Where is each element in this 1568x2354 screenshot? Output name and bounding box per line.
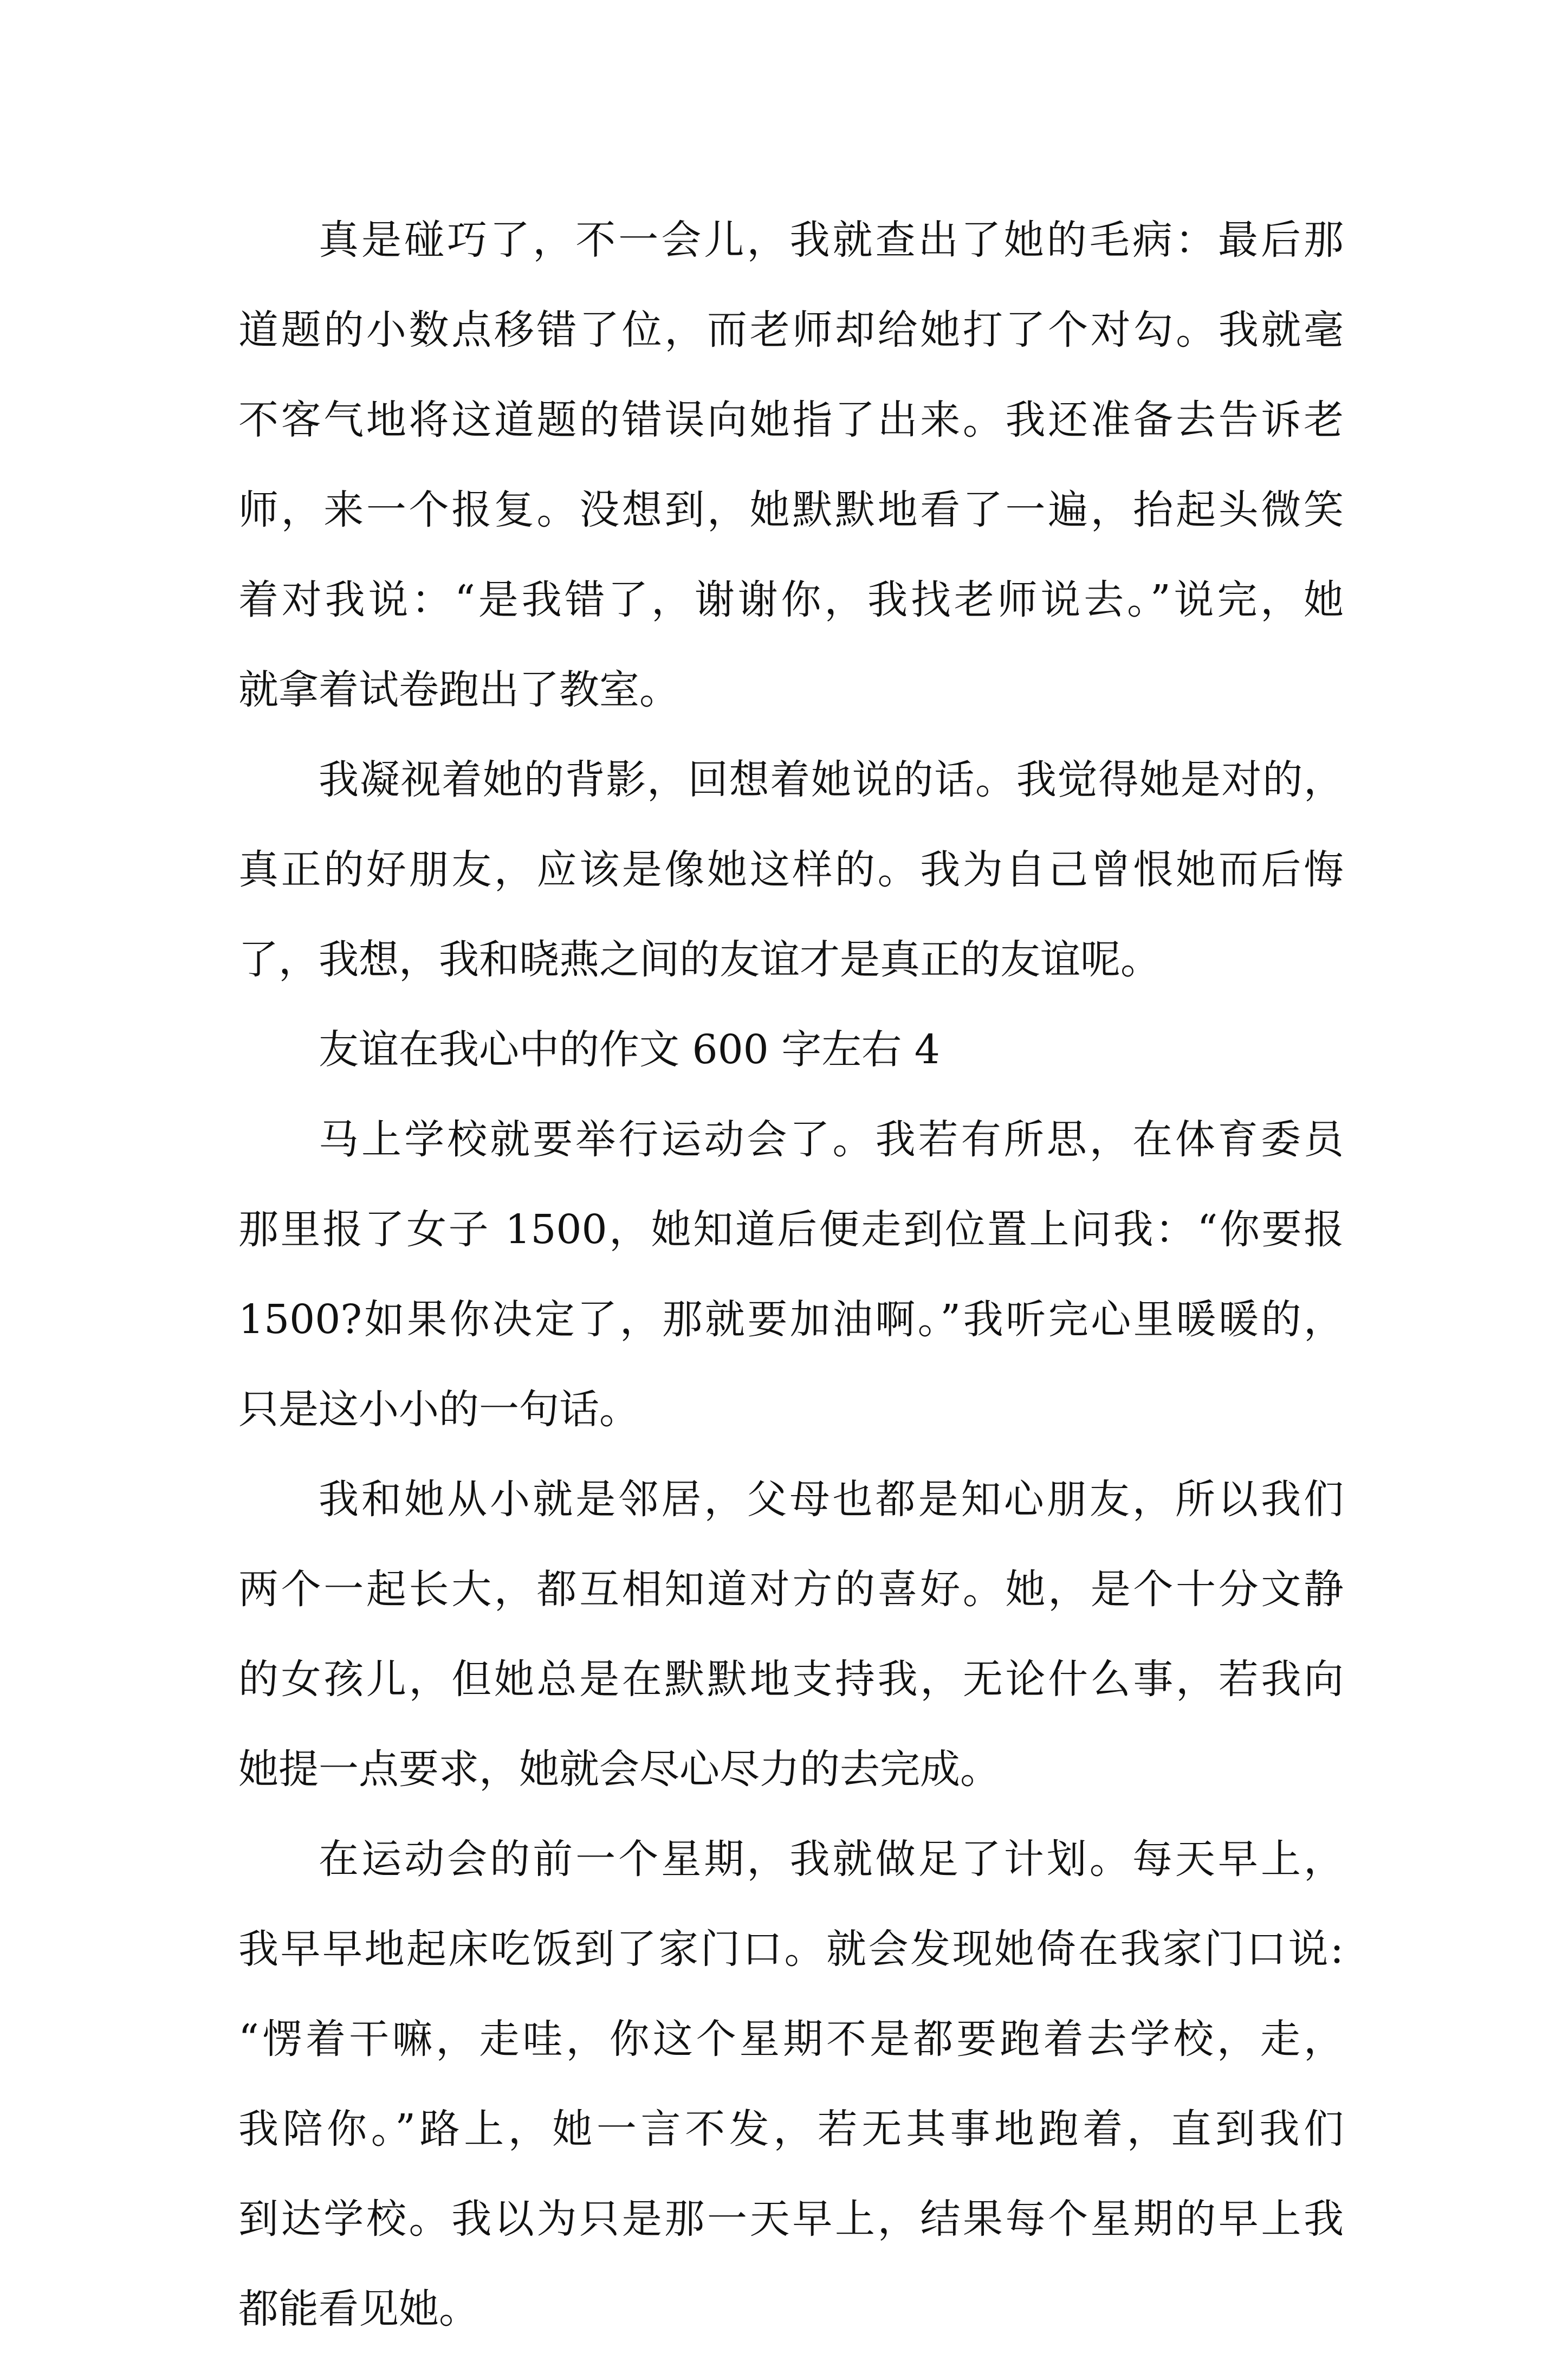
text-line: 只是这小小的一句话。 xyxy=(238,1386,639,1433)
text-line: “愣着干嘛，走哇，你这个星期不是都要跑着去学校，走， xyxy=(238,2016,1344,2062)
text-line: 我和她从小就是邻居，父母也都是知心朋友，所以我们 xyxy=(319,1476,1344,1523)
text-line: 着对我说：“是我错了，谢谢你，我找老师说去。”说完，她 xyxy=(238,577,1344,623)
text-line: 在运动会的前一个星期，我就做足了计划。每天早上， xyxy=(319,1836,1344,1883)
heading-text: 友谊在我心中的作文 600 字左右 4 xyxy=(319,1026,940,1073)
document-body xyxy=(238,195,1344,2354)
text-line: 师，来一个报复。没想到，她默默地看了一遍，抬起头微笑 xyxy=(238,487,1344,533)
text-line: 我陪你。”路上，她一言不发，若无其事地跑着，直到我们 xyxy=(238,2106,1344,2152)
text-line: 了，我想，我和晓燕之间的友谊才是真正的友谊呢。 xyxy=(238,936,1161,983)
text-line: 都能看见她。 xyxy=(238,2286,479,2332)
text-line: 她提一点要求，她就会尽心尽力的去完成。 xyxy=(238,1746,1000,1793)
text-line: 真是碰巧了，不一会儿，我就查出了她的毛病：最后那 xyxy=(319,217,1344,263)
text-line: 到达学校。我以为只是那一天早上，结果每个星期的早上我 xyxy=(238,2196,1344,2242)
text-line: 两个一起长大，都互相知道对方的喜好。她，是个十分文静 xyxy=(238,1566,1344,1613)
paragraph-4 xyxy=(238,1454,1344,1814)
text-line: 马上学校就要举行运动会了。我若有所思，在体育委员 xyxy=(319,1116,1344,1163)
paragraph-5 xyxy=(238,1814,1344,2354)
paragraph-2 xyxy=(238,735,1344,1005)
text-line: 不客气地将这道题的错误向她指了出来。我还准备去告诉老 xyxy=(238,397,1344,443)
text-line: 我凝视着她的背影，回想着她说的话。我觉得她是对的， xyxy=(319,756,1344,803)
text-line: 的女孩儿，但她总是在默默地支持我，无论什么事，若我向 xyxy=(238,1656,1344,1703)
text-line: 1500?如果你决定了，那就要加油啊。”我听完心里暖暖的， xyxy=(238,1296,1344,1343)
text-line: 真正的好朋友，应该是像她这样的。我为自己曾恨她而后悔 xyxy=(238,846,1344,893)
paragraph-1 xyxy=(238,195,1344,735)
paragraph-3 xyxy=(238,1095,1344,1454)
text-line: 就拿着试卷跑出了教室。 xyxy=(238,667,679,713)
text-line: 那里报了女子 1500，她知道后便走到位置上问我：“你要报 xyxy=(238,1206,1344,1253)
section-heading xyxy=(238,1005,1344,1095)
text-line: 道题的小数点移错了位，而老师却给她打了个对勾。我就毫 xyxy=(238,307,1344,353)
text-line: 我早早地起床吃饭到了家门口。就会发现她倚在我家门口说: xyxy=(238,1926,1344,1973)
